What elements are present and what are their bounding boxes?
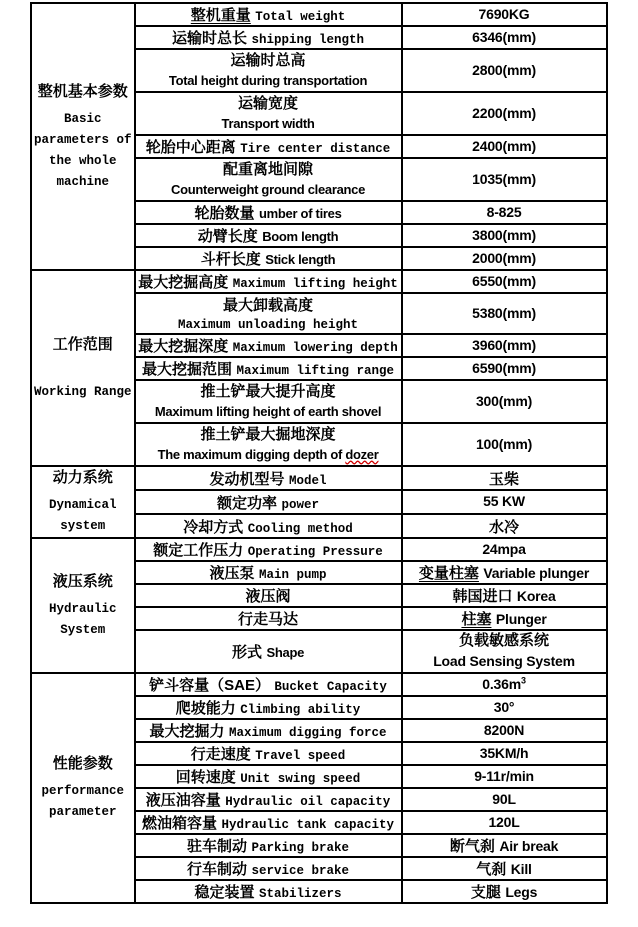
value-text: 3960(mm) — [472, 336, 536, 353]
value-text: 6550(mm) — [472, 272, 536, 289]
value-text-en: Legs — [505, 884, 538, 900]
param-cell — [135, 92, 402, 135]
value-text: 9-11r/min — [474, 767, 534, 784]
value-text: 8-825 — [486, 203, 522, 220]
param-label-en: Maximum lifting height — [232, 277, 398, 291]
param-cell — [135, 201, 402, 224]
category-cell-1 — [31, 270, 135, 466]
category-cell-3 — [31, 538, 135, 673]
value-cell — [402, 696, 607, 719]
param-cell — [135, 630, 402, 673]
value-text-zh: 支腿 — [470, 884, 501, 901]
value-cell — [402, 719, 607, 742]
param-label-en: Counterweight ground clearance — [171, 181, 366, 197]
value-cell — [402, 788, 607, 811]
param-label-en: Shape — [266, 645, 305, 660]
param-label-en: Maximum lifting range — [236, 364, 395, 378]
param-line-zh — [138, 382, 399, 402]
param-label-zh: 最大卸载高度 — [223, 297, 314, 314]
value-cell — [402, 742, 607, 765]
param-label-en: Cooling method — [247, 521, 353, 536]
param-label-en: Operating Pressure — [247, 545, 383, 559]
value-text: 2400(mm) — [472, 137, 536, 154]
value-cell — [402, 224, 607, 247]
param-cell — [135, 247, 402, 270]
param-label-zh: 液压泵 — [209, 565, 255, 582]
value-text: 2000(mm) — [472, 249, 536, 266]
param-label-en: service brake — [251, 864, 350, 878]
param-line-en — [138, 402, 399, 422]
value-text: 120L — [488, 813, 520, 830]
param-label-zh: 燃油箱容量 — [142, 815, 218, 832]
param-label-zh: 最大挖掘范围 — [142, 361, 233, 378]
param-label-zh: 驻车制动 — [187, 838, 248, 855]
value-cell — [402, 423, 607, 466]
param-label-misspelled: dozer — [345, 446, 379, 462]
param-line-en — [138, 445, 399, 465]
table-row — [31, 270, 607, 293]
param-label-en: Climbing ability — [240, 703, 361, 717]
param-label-zh: 液压阀 — [245, 588, 291, 605]
param-label-zh: 铲斗容量（SAE） — [149, 677, 270, 694]
param-label-en: Maximum unloading height — [178, 318, 359, 332]
value-cell — [402, 765, 607, 788]
value-text: 24mpa — [482, 540, 526, 557]
param-cell — [135, 788, 402, 811]
param-line-zh — [138, 51, 399, 71]
param-label-en: Tire center distance — [240, 142, 391, 156]
param-label-en: Hydraulic oil capacity — [225, 795, 391, 809]
table-row — [31, 3, 607, 26]
param-cell — [135, 696, 402, 719]
value-text: 7690KG — [478, 5, 530, 22]
param-label-zh: 回转速度 — [175, 769, 236, 786]
param-cell — [135, 538, 402, 561]
value-cell — [402, 514, 607, 538]
param-label-zh: 运输时总高 — [230, 51, 306, 69]
value-cell — [402, 834, 607, 857]
value-cell — [402, 270, 607, 293]
category-label: System — [60, 622, 106, 637]
value-text-zh: 水冷 — [489, 518, 520, 536]
param-line-zh — [138, 160, 399, 180]
category-cell-0 — [31, 3, 135, 270]
value-text: 300(mm) — [475, 392, 533, 409]
value-text-zh: 变量柱塞 — [418, 565, 479, 582]
param-cell — [135, 811, 402, 834]
value-text: 3800(mm) — [472, 226, 536, 243]
value-text-zh: 负载敏感系统 — [459, 632, 550, 649]
table-row — [31, 538, 607, 561]
value-cell — [402, 584, 607, 607]
param-line-zh — [138, 94, 399, 114]
param-label-zh: 最大挖掘力 — [149, 723, 225, 740]
param-label-en: Boom length — [262, 229, 339, 244]
value-cell — [402, 380, 607, 423]
value-line-zh — [405, 631, 604, 651]
value-text-zh: 气刹 — [476, 861, 507, 878]
param-line-en — [138, 180, 399, 200]
value-text: 5380(mm) — [472, 304, 536, 321]
value-cell — [402, 26, 607, 49]
param-label-en: Maximum lifting height of earth shovel — [154, 403, 382, 419]
param-label-zh: 轮胎中心距离 — [145, 139, 236, 156]
value-cell — [402, 247, 607, 270]
param-label-zh: 行走马达 — [238, 611, 299, 628]
param-cell — [135, 380, 402, 423]
param-cell — [135, 584, 402, 607]
param-label-zh: 推土铲最大掘地深度 — [200, 425, 336, 443]
category-label: 动力系统 — [52, 469, 113, 486]
category-cell-2 — [31, 466, 135, 538]
value-cell — [402, 673, 607, 696]
param-label-zh: 最大挖掘深度 — [138, 338, 229, 355]
param-label-en: The maximum digging depth of dozer — [157, 446, 379, 462]
param-cell — [135, 742, 402, 765]
spec-table-body — [31, 3, 607, 903]
value-cell — [402, 357, 607, 380]
value-text-en: Variable plunger — [483, 565, 590, 581]
value-cell — [402, 334, 607, 357]
param-label-zh: 配重离地间隙 — [223, 160, 314, 178]
param-line-en — [138, 114, 399, 134]
value-cell — [402, 538, 607, 561]
param-label-en: Stick length — [265, 252, 336, 267]
param-line-zh — [138, 425, 399, 445]
value-text: 6346(mm) — [472, 28, 536, 45]
param-cell — [135, 224, 402, 247]
value-text-zh: 柱塞 — [461, 611, 492, 628]
value-text: 30° — [493, 698, 515, 715]
table-row — [31, 466, 607, 490]
param-label-en: Travel speed — [255, 749, 346, 763]
param-cell — [135, 514, 402, 538]
value-text-zh: 韩国进口 — [452, 588, 513, 605]
value-text-en: Plunger — [495, 611, 547, 627]
value-text: 8200N — [483, 721, 525, 738]
param-label-en: Main pump — [259, 568, 327, 582]
param-label-zh: 行走速度 — [190, 746, 251, 763]
param-label-zh: 形式 — [232, 644, 263, 661]
value-cell — [402, 880, 607, 903]
value-text-zh: 断气刹 — [449, 838, 495, 855]
param-label-zh: 轮胎数量 — [194, 205, 255, 222]
value-cell — [402, 201, 607, 224]
param-label-zh: 运输时总长 — [172, 30, 248, 47]
param-label-en: Hydraulic tank capacity — [221, 818, 395, 832]
param-label-zh: 运输宽度 — [238, 94, 299, 112]
value-text: 2800(mm) — [472, 61, 536, 78]
category-label: 工作范围 — [52, 335, 113, 353]
value-text-zh: 玉柴 — [489, 470, 520, 488]
param-cell — [135, 270, 402, 293]
category-label: Working Range — [34, 384, 132, 399]
value-cell — [402, 293, 607, 334]
param-label-en: power — [281, 497, 320, 512]
category-label: parameter — [49, 805, 117, 819]
category-label: system — [60, 519, 106, 533]
param-label-en: umber of tires — [259, 206, 342, 221]
value-text: 6590(mm) — [472, 359, 536, 376]
param-label-zh: 稳定装置 — [194, 884, 255, 901]
value-cell — [402, 3, 607, 26]
value-text-en: Korea — [516, 588, 556, 604]
value-text: $0.36m^3$ — [482, 675, 526, 692]
param-cell — [135, 26, 402, 49]
param-cell — [135, 158, 402, 201]
param-label-en: Transport width — [221, 115, 315, 131]
value-cell — [402, 811, 607, 834]
param-label-en: Maximum digging force — [229, 726, 387, 740]
category-cell-4 — [31, 673, 135, 903]
value-line-en — [405, 651, 604, 672]
value-text: 1035(mm) — [472, 170, 536, 187]
param-cell — [135, 3, 402, 26]
value-text-en: Kill — [510, 861, 532, 877]
category-label: 整机基本参数 — [37, 82, 128, 100]
param-cell — [135, 561, 402, 584]
value-text: 35KM/h — [479, 744, 529, 761]
param-label-zh: 整机重量 — [190, 7, 251, 24]
value-text: 100(mm) — [475, 435, 533, 452]
value-text-en: Air break — [499, 838, 559, 854]
param-label-en: Total height during transportation — [168, 72, 368, 88]
param-cell — [135, 135, 402, 158]
param-cell — [135, 357, 402, 380]
param-label-en: Unit swing speed — [240, 772, 361, 786]
value-text: 2200(mm) — [472, 104, 536, 121]
category-label: Hydraulic — [49, 601, 117, 616]
param-cell — [135, 334, 402, 357]
category-label: 液压系统 — [52, 572, 113, 590]
value-cell — [402, 466, 607, 490]
value-text: 90L — [492, 790, 516, 807]
category-label: Dynamical — [49, 498, 117, 512]
param-line-en — [138, 71, 399, 91]
param-cell — [135, 49, 402, 92]
param-cell — [135, 293, 402, 334]
table-row — [31, 673, 607, 696]
param-cell — [135, 857, 402, 880]
value-text: 55 KW — [483, 493, 525, 509]
value-text-en: Load Sensing System — [433, 653, 575, 669]
param-label-en: Bucket Capacity — [274, 680, 387, 694]
param-label-zh: 液压油容量 — [145, 792, 221, 809]
category-label: performance — [41, 784, 125, 798]
value-cell — [402, 92, 607, 135]
param-label-zh: 最大挖掘高度 — [138, 274, 229, 291]
value-cell — [402, 630, 607, 673]
param-label-zh: 爬坡能力 — [175, 700, 236, 717]
category-label: machine — [56, 174, 110, 189]
param-cell — [135, 466, 402, 490]
value-cell — [402, 857, 607, 880]
param-cell — [135, 880, 402, 903]
category-label: the whole — [49, 153, 117, 168]
param-label-zh: 动臂长度 — [197, 228, 258, 245]
param-label-en: Stabilizers — [259, 887, 342, 901]
spec-table — [30, 2, 608, 904]
value-cell — [402, 607, 607, 630]
param-label-en: Maximum lowering depth — [232, 341, 398, 355]
value-cell — [402, 490, 607, 514]
category-spacer — [34, 362, 132, 382]
param-label-zh: 额定工作压力 — [153, 542, 244, 559]
param-label-en: shipping length — [251, 33, 365, 47]
param-label-zh: 冷却方式 — [183, 518, 244, 536]
param-label-zh: 发动机型号 — [209, 470, 285, 488]
param-cell — [135, 490, 402, 514]
param-label-zh: 斗杆长度 — [200, 251, 261, 268]
param-cell — [135, 423, 402, 466]
param-cell — [135, 719, 402, 742]
category-label: Basic — [64, 111, 102, 126]
param-cell — [135, 765, 402, 788]
param-label-zh: 行车制动 — [187, 861, 248, 878]
param-cell — [135, 834, 402, 857]
category-label: 性能参数 — [52, 755, 113, 772]
value-cell — [402, 561, 607, 584]
value-cell — [402, 158, 607, 201]
param-cell — [135, 673, 402, 696]
value-cell — [402, 135, 607, 158]
param-label-en: Total weight — [255, 10, 346, 24]
param-label-zh: 推土铲最大提升高度 — [200, 382, 336, 400]
param-label-en: Parking brake — [251, 841, 350, 855]
param-label-zh: 额定功率 — [217, 494, 278, 512]
param-cell — [135, 607, 402, 630]
value-cell — [402, 49, 607, 92]
param-label-en: Model — [289, 473, 327, 488]
category-label: parameters of — [34, 132, 132, 147]
value-superscript: 3 — [520, 675, 526, 686]
